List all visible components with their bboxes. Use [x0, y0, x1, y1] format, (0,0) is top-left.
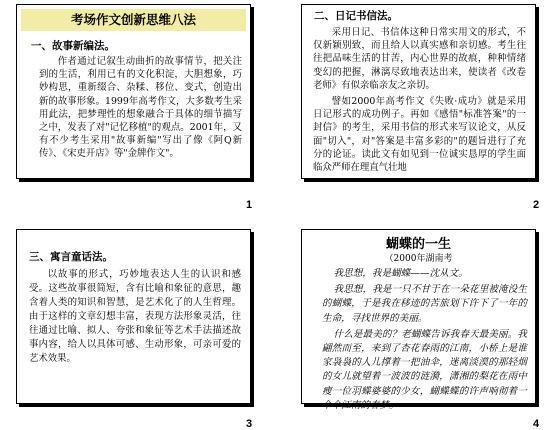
section-heading: 一、故事新编法。 — [31, 40, 115, 52]
essay-subtitle: （2000年湖南考 — [384, 254, 453, 264]
page-number: 2 — [533, 199, 540, 211]
section-heading: 三、寓言童话法。 — [29, 251, 113, 263]
essay-line: 我思想，我是蝴蝶——沈从文。 — [333, 268, 468, 279]
section-paragraph: 采用日记、书信体这种日常实用文的形式，不仅新颖别致，而且给人以真实感和亲切感。考生往往把品味生活的甘苦，内心世界的故痕，种种情绪变幻的把握，淋漓尽致地表达出来，使读者《改卷老师》有似亲临亲友之亲切。 — [313, 27, 526, 91]
essay-line: 我思想，我是一只不甘于在一朵花里被淹没生的蝴蝶，于是我在移迹的苦旅划下许下了一年的生命，寻找世界的美丽。 — [322, 284, 527, 324]
page-number: 3 — [246, 418, 253, 430]
essay-title: 蝴蝶的一生 — [385, 237, 451, 252]
section-body: 以故事的形式，巧妙地表达人生的认识和感受。这些故事很简短，含有比喻和象征的意思，趣含着人类的知识和智慧，是艺术化了的人生哲理。由于这样的文章幻想丰富，表现方法形象灵活，往往通过比喻、拟人、夸张和象征等艺术手法描述故事内容，给人以具体可感、生动形象，可亲可爱的艺术效果。 — [29, 269, 241, 364]
slide-4[interactable] — [301, 229, 536, 411]
slide-2[interactable] — [301, 4, 536, 179]
section-heading: 二、日记书信法。 — [314, 10, 398, 22]
page-number: 4 — [533, 418, 540, 430]
section-paragraph: 譬如2000年高考作文《失败·成功》就是采用日记形式的成功例子。再如《感悟"标准答案"的一封信》的考生，采用书信的形式来写议论文，从反面"切入"，对"答案是丰富多彩的"的题旨进行了充分的论证。读此文有如见到一位诚实恳厚的学生面临众严师在理直气壮地 — [313, 96, 526, 174]
page-number: 1 — [246, 199, 253, 211]
slide-title: 考场作文创新思维八法 — [21, 9, 246, 31]
slide-1[interactable] — [16, 4, 251, 179]
section-body: 作者通过记叙生动曲折的故事情节，把关注到的生活，利用已有的文化积淀，大胆想象，巧妙构思，重新缀合、杂糅、移位、变式，创造出新的故事形象。1999年高考作文，大多数考生采用此法，把梦理性的想象融合于具体的细节描写之中，发表了对"记忆移植"的观点。2001年，又有不少考生采用"故事新编"写出了像《阿Q新传》、《宋吏开店》等"金牌作文"。 — [39, 56, 242, 160]
slide-3[interactable] — [16, 229, 251, 404]
essay-line: 什么是最美的？老蝴蝶告诉我春天最美丽。我翩然而至，来到了杏花春雨的江南，小桥上是谁家袅袅的人儿撑着一把油伞，迷离淡漠的那轻烟的女儿就望着一波波的涟漪，潇湘的梨花在雨中瘦一位羽蝶婆婆的少女，蝴蝶蝶的许声响彻着一个个江南的春梦。 — [322, 328, 527, 411]
